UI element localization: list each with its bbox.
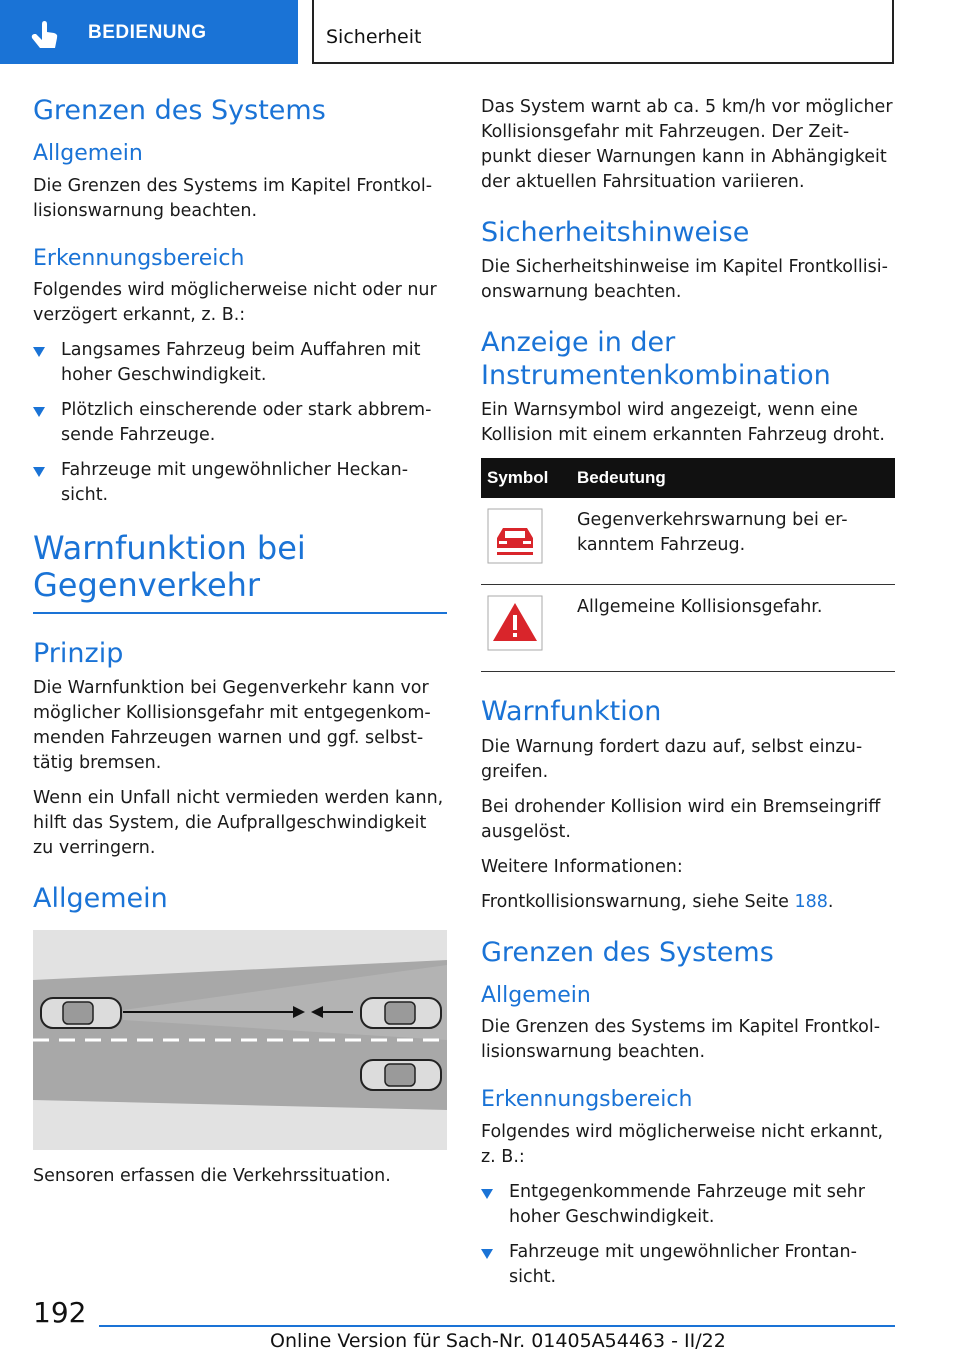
list-item: Fahrzeuge mit ungewöhnlicher Frontan-sicht. (481, 1240, 895, 1290)
road-scene-image (33, 930, 447, 1150)
bullet-triangle-icon (33, 347, 45, 357)
page-number: 192 (33, 1296, 87, 1329)
page-link[interactable]: 188 (794, 891, 828, 912)
paragraph-anzeige: Ein Warnsymbol wird angezeigt, wenn eine Kollision mit einem erkannten Fahrzeug droht. (481, 400, 885, 446)
section-rule (33, 612, 447, 614)
heading-warnfunktion-gegenverkehr: Warnfunktion bei Gegenverkehr (33, 529, 306, 604)
paragraph-reference: Frontkollisionswarnung, siehe Seite 188. (481, 891, 834, 912)
paragraph-sicherheitshinweise: Die Sicherheitshinweise im Kapitel Frontkollisi-onswarnung beachten. (481, 257, 888, 303)
bullet-triangle-icon (33, 467, 45, 477)
erkennung-list-2 (481, 1180, 895, 1290)
list-item: Langsames Fahrzeug beim Auffahren mit hoher Geschwindigkeit. (33, 338, 447, 388)
right-column (481, 95, 895, 1300)
section-label: BEDIENUNG (88, 22, 207, 43)
list-item: Entgegenkommende Fahrzeuge mit sehr hoher Geschwindigkeit. (481, 1180, 895, 1230)
heading-allgemein: Allgemein (33, 141, 143, 167)
figure-caption: Sensoren erfassen die Verkehrssituation. (33, 1165, 391, 1186)
paragraph-warnfunktion-2: Bei drohender Kollision wird ein Bremseingriff ausgelöst. (481, 796, 881, 842)
car-right-top (361, 998, 441, 1028)
car-left (41, 998, 121, 1028)
table-header-bedeutung: Bedeutung (571, 458, 895, 498)
chapter-title: Sicherheit (326, 26, 422, 48)
bullet-triangle-icon (481, 1249, 493, 1259)
table-header-symbol: Symbol (481, 458, 571, 498)
table-row (481, 585, 895, 672)
paragraph-intro: Das System warnt ab ca. 5 km/h vor möglicher Kollisionsgefahr mit Fahrzeugen. Der Zeit-punkt dieser Warnungen kann in Abhängigkeit der aktuellen Fahrsituation variieren. (481, 97, 893, 192)
heading-allgemein-2: Allgemein (33, 883, 168, 915)
paragraph-warnfunktion-1: Die Warnung fordert dazu auf, selbst einzu-greifen. (481, 736, 863, 782)
hand-pointer-icon (28, 18, 62, 52)
chapter-header (312, 0, 894, 64)
heading-allgemein-3: Allgemein (481, 982, 591, 1008)
heading-warnfunktion: Warnfunktion (481, 696, 662, 728)
list-item: Plötzlich einscherende oder stark abbrem-sende Fahrzeuge. (33, 398, 447, 448)
paragraph-erkennungsbereich-2: Folgendes wird möglicherweise nicht erkannt, z. B.: (481, 1121, 884, 1167)
section-tab (0, 0, 298, 64)
footer-online-version: Online Version für Sach-Nr. 01405A54463 - II/22 (270, 1330, 726, 1352)
paragraph-prinzip-2: Wenn ein Unfall nicht vermieden werden kann, hilft das System, die Aufprallgeschwindigkeit zu verringern. (33, 788, 444, 859)
erkennung-list (33, 338, 447, 508)
footer-rule (99, 1325, 895, 1327)
table-row (481, 498, 895, 585)
paragraph-allgemein-2: Die Grenzen des Systems im Kapitel Frontkol-lisionswarnung beachten. (481, 1017, 881, 1063)
heading-erkennungsbereich-2: Erkennungsbereich (481, 1087, 693, 1113)
symbol-table (481, 458, 895, 672)
heading-grenzen-2: Grenzen des Systems (481, 936, 774, 968)
meaning-cell: Allgemeine Kollisionsgefahr. (571, 585, 895, 672)
heading-sicherheitshinweise: Sicherheitshinweise (481, 217, 750, 248)
paragraph-warnfunktion-3: Weitere Informationen: (481, 856, 683, 877)
paragraph-prinzip-1: Die Warnfunktion bei Gegenverkehr kann vor möglicher Kollisionsgefahr mit entgegenkom-menden Fahrzeugen warnen und ggf. selbst-tätig bremsen. (33, 678, 431, 774)
left-column (33, 95, 447, 1199)
heading-erkennungsbereich: Erkennungsbereich (33, 245, 245, 271)
red-car-warning-icon (487, 508, 543, 564)
heading-anzeige: Anzeige in der Instrumentenkombination (481, 327, 831, 391)
heading-grenzen: Grenzen des Systems (33, 95, 326, 126)
traffic-illustration (33, 930, 447, 1150)
heading-prinzip: Prinzip (33, 637, 124, 669)
bullet-triangle-icon (33, 407, 45, 417)
bullet-triangle-icon (481, 1189, 493, 1199)
car-right-bottom (361, 1060, 441, 1090)
list-item: Fahrzeuge mit ungewöhnlicher Heckan-sicht. (33, 458, 447, 508)
meaning-cell: Gegenverkehrswarnung bei er-kanntem Fahrzeug. (571, 498, 895, 585)
red-triangle-warning-icon (487, 595, 543, 651)
paragraph-allgemein: Die Grenzen des Systems im Kapitel Frontkol-lisionswarnung beachten. (33, 175, 433, 221)
paragraph-erkennungsbereich: Folgendes wird möglicherweise nicht oder nur verzögert erkannt, z. B.: (33, 280, 437, 326)
